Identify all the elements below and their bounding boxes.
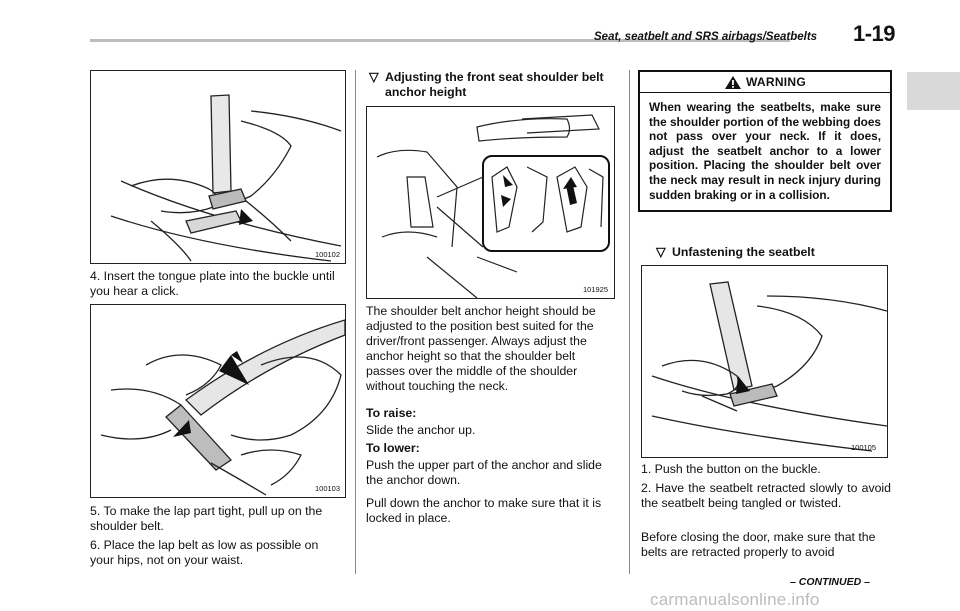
figure-unfasten-seatbelt xyxy=(641,265,888,458)
illustration-buckle-release xyxy=(642,266,887,457)
column-divider xyxy=(355,70,356,574)
warning-text: When wearing the seatbelts, make sure the shoulder portion of the webbing does not pass over your neck. If it does, adjust the seatbelt anchor to a lower position. Placing the shoulder belt over the neck may result in neck injury during sudden braking or in a collision. xyxy=(649,100,881,202)
continued-marker: – CONTINUED – xyxy=(790,576,870,588)
figure-number: 101925 xyxy=(583,285,609,294)
step-4-text: 4. Insert the tongue plate into the buckle until you hear a click. xyxy=(90,269,335,298)
anchor-paragraph: The shoulder belt anchor height should be adjusted to the position best suited for the driver/front passenger. Always adjust the anchor height so that the shoulder belt passes over the middle of the shoulder without touching the neck. xyxy=(366,304,596,393)
figure-anchor-height xyxy=(366,106,615,299)
unfasten-step-2: 2. Have the seatbelt retracted slowly to avoid the seatbelt being tangled or twisted. xyxy=(641,481,891,510)
figure-insert-tongue-plate xyxy=(90,70,346,264)
to-lower-text: Push the upper part of the anchor and slide the anchor down. xyxy=(366,458,602,487)
heading-unfastening: Unfastening the seatbelt xyxy=(672,245,815,259)
lock-check-text: Pull down the anchor to make sure that it is locked in place. xyxy=(366,496,602,525)
page-number: 1-19 xyxy=(853,21,896,46)
section-title: Seat, seatbelt and SRS airbags/Seatbelts xyxy=(594,31,818,43)
figure-number: 100102 xyxy=(315,250,341,259)
door-closing-text: Before closing the door, make sure that the belts are retracted properly to avoid xyxy=(641,530,876,559)
to-raise-label: To raise: xyxy=(366,406,417,420)
warning-label: WARNING xyxy=(745,75,807,89)
heading-adjust-anchor: Adjusting the front seat shoulder belt anchor height xyxy=(385,70,604,99)
figure-number: 100103 xyxy=(315,484,341,493)
step-6-text: 6. Place the lap belt as low as possible on your hips, not on your waist. xyxy=(90,538,319,567)
to-lower-label: To lower: xyxy=(366,441,420,455)
illustration-anchor-adjust xyxy=(367,107,614,298)
chapter-thumb-tab xyxy=(907,72,960,110)
warning-triangle-icon xyxy=(724,75,742,90)
step-5-text: 5. To make the lap part tight, pull up on the shoulder belt. xyxy=(90,504,323,533)
heading-marker: ▽ xyxy=(369,70,379,84)
figure-number: 100105 xyxy=(851,443,877,452)
unfasten-step-1: 1. Push the button on the buckle. xyxy=(641,462,821,476)
column-divider xyxy=(629,70,630,574)
warning-box xyxy=(638,70,892,212)
heading-marker: ▽ xyxy=(656,245,666,259)
site-watermark: carmanualsonline.info xyxy=(650,590,820,609)
to-raise-text: Slide the anchor up. xyxy=(366,423,476,437)
figure-tighten-lap-belt xyxy=(90,304,346,498)
warning-header xyxy=(640,72,890,93)
illustration-lap-belt-tighten xyxy=(91,305,345,497)
illustration-buckle-insert xyxy=(91,71,345,263)
